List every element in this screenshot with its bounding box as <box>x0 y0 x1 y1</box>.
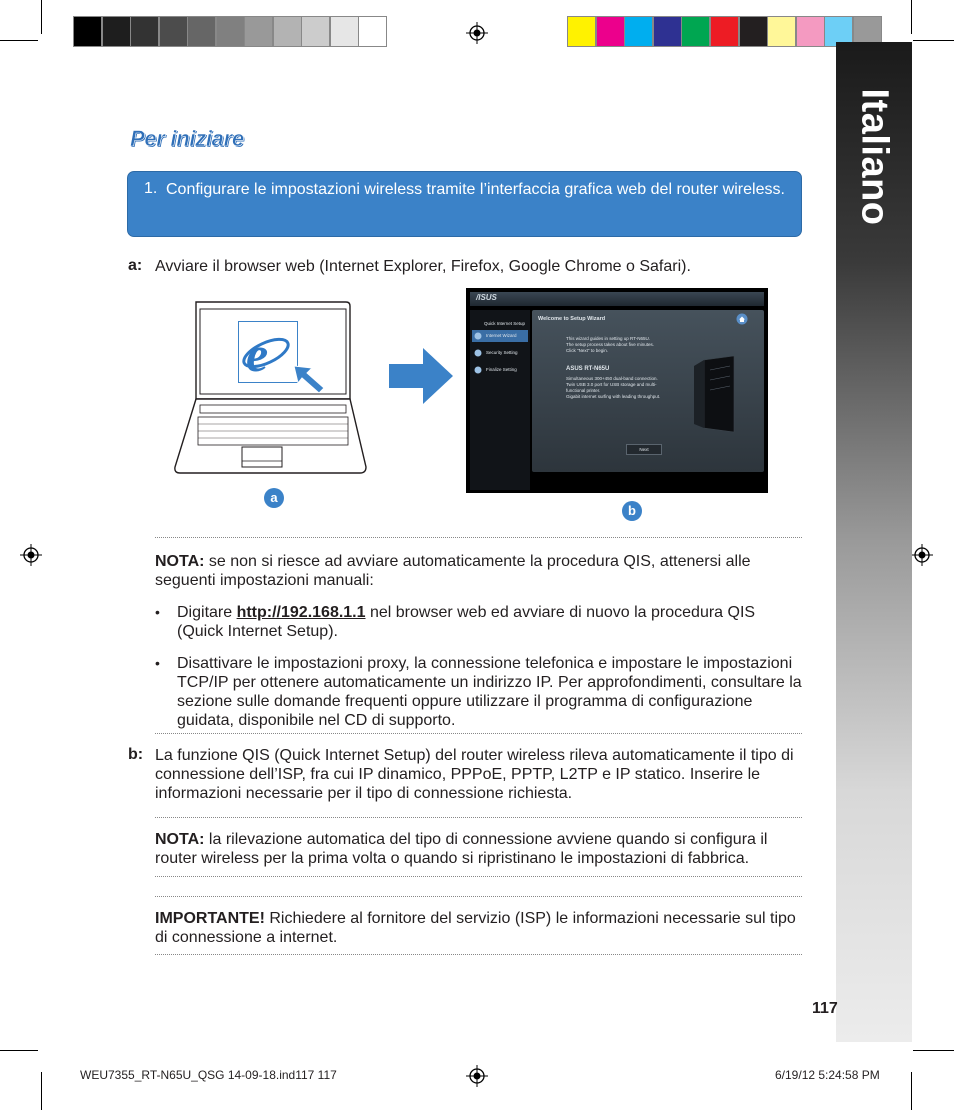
arrow-right-icon <box>389 348 453 404</box>
crop-mark <box>0 1050 38 1051</box>
importante-label: IMPORTANTE! <box>155 910 265 927</box>
color-swatch <box>710 16 739 47</box>
crop-mark <box>913 40 954 41</box>
importante-note <box>155 909 803 947</box>
crop-mark <box>911 0 912 34</box>
crop-mark <box>911 1072 912 1110</box>
ui-feature-line: Simultaneous 300+450 dual-band connection. <box>566 376 658 381</box>
step-b-label: b: <box>128 746 144 763</box>
nota-1-label: NOTA: <box>155 553 205 570</box>
router-device-image <box>690 356 740 436</box>
ui-feature-line: functional printer. <box>566 388 601 393</box>
color-swatch <box>624 16 653 47</box>
dotted-divider <box>155 733 802 734</box>
step-text: Configurare le impostazioni wireless tramite l’interfaccia grafica web del router wireless. <box>166 181 785 198</box>
color-swatch <box>739 16 768 47</box>
dotted-divider <box>155 817 802 818</box>
nota-2-text: la rilevazione automatica del tipo di connessione avviene quando si configura il router wireless per la prima volta o quando si ripristinano le impostazioni di fabbrica. <box>155 831 768 867</box>
gray-swatch <box>216 16 245 47</box>
crop-mark <box>41 0 42 34</box>
nota-1 <box>155 552 800 590</box>
gray-swatch <box>130 16 159 47</box>
gray-swatch <box>159 16 188 47</box>
bullet-2: Disattivare le impostazioni proxy, la connessione telefonica e impostare le impostazioni TCP/IP per ottenere automaticamente un indirizzo IP. Per approfondimenti, consultare la sezione sulle domande frequenti oppure utilizzare il programma di configurazione guidata, disponibile nel CD di supporto. <box>177 655 802 729</box>
dotted-divider <box>155 954 802 955</box>
color-swatch <box>567 16 596 47</box>
side-tab-label-wrap <box>836 42 912 272</box>
bullet-symbol: • <box>155 655 160 671</box>
ui-nav-finalize-setting: Finalize Setting <box>486 367 517 372</box>
bullet-1-before: Digitare <box>177 604 237 621</box>
color-swatch <box>767 16 796 47</box>
figure-marker-a: a <box>264 488 284 508</box>
step-b-text: La funzione QIS (Quick Internet Setup) del router wireless rileva automaticamente il tipo di connessione dell’ISP, fra cui IP dinamico, PPPoE, PPTP, L2TP e IP statico. Inserire le informazioni necessarie per il tipo di connessione richiesta. <box>155 747 794 802</box>
gray-swatch <box>73 16 102 47</box>
ui-next-button: Next <box>626 444 662 455</box>
gray-swatch <box>187 16 216 47</box>
step-a-label: a: <box>128 257 143 274</box>
ui-intro-line: Click "Next" to begin. <box>566 348 608 353</box>
ui-nav-quick-setup: Quick Internet Setup <box>484 321 526 326</box>
print-slug-file: WEU7355_RT-N65U_QSG 14-09-18.ind117 117 <box>80 1068 337 1082</box>
registration-mark-icon <box>466 1065 488 1087</box>
ui-header-bar <box>470 292 764 306</box>
crop-mark <box>913 1050 954 1051</box>
mouse-pointer-arrow-icon <box>290 360 330 395</box>
nota-2-label: NOTA: <box>155 831 205 848</box>
dotted-divider <box>155 537 802 538</box>
bullet-symbol: • <box>155 604 160 620</box>
registration-mark-icon <box>466 22 488 44</box>
bullet-1 <box>177 603 797 641</box>
figure-marker-b: b <box>622 501 642 521</box>
registration-mark-icon <box>20 544 42 566</box>
gray-swatch <box>301 16 330 47</box>
gray-swatch <box>102 16 131 47</box>
side-tab-label: Italiano <box>853 88 896 226</box>
step-a-text: Avviare il browser web (Internet Explorer, Firefox, Google Chrome o Safari). <box>155 258 691 275</box>
ui-nav-security-setting: Security Setting <box>486 350 518 355</box>
nota-1-text: se non si riesce ad avviare automaticamente la procedura QIS, attenersi alle seguenti impostazioni manuali: <box>155 553 751 589</box>
gray-swatch <box>244 16 273 47</box>
color-swatch <box>796 16 825 47</box>
gray-swatch <box>273 16 302 47</box>
gray-swatch <box>330 16 359 47</box>
crop-mark <box>0 40 38 41</box>
router-ip-link[interactable]: http://192.168.1.1 <box>236 604 366 621</box>
dotted-divider <box>155 876 802 877</box>
gray-swatch <box>358 16 387 47</box>
color-swatch <box>596 16 625 47</box>
page-number: 117 <box>812 1000 838 1017</box>
nota-2 <box>155 830 802 868</box>
svg-text:e: e <box>246 326 269 382</box>
ui-intro-line: This wizard guides in setting up RT-N65U. <box>566 336 650 341</box>
ui-feature-line: Gigabit internet surfing with leading throughput. <box>566 394 661 399</box>
color-swatch <box>653 16 682 47</box>
step-number: 1. <box>144 180 158 197</box>
ui-intro-line: The setup process takes about five minutes. <box>566 342 655 347</box>
internet-explorer-icon <box>238 321 298 383</box>
ui-nav-step-icons <box>473 331 485 377</box>
bullet-1-after: nel browser web ed avviare di nuovo la procedura QIS (Quick Internet Setup). <box>177 604 756 640</box>
registration-mark-icon <box>911 544 933 566</box>
importante-text: Richiedere al fornitore del servizio (ISP) le informazioni necessarie sul tipo di connessione a internet. <box>155 910 796 946</box>
home-icon <box>736 313 748 325</box>
ui-feature-line: Twin USB 3.0 port for USB storage and multi- <box>566 382 657 387</box>
crop-mark <box>41 1072 42 1110</box>
print-slug-date: 6/19/12 5:24:58 PM <box>775 1068 880 1082</box>
ui-model: ASUS RT-N65U <box>566 366 610 372</box>
ui-nav-internet-wizard: Internet Wizard <box>472 330 528 342</box>
color-swatch <box>681 16 710 47</box>
section-title: Per iniziare <box>130 126 244 151</box>
dotted-divider <box>155 896 802 897</box>
ui-logo: /ISUS <box>476 293 497 302</box>
ui-heading: Welcome to Setup Wizard <box>538 316 606 322</box>
